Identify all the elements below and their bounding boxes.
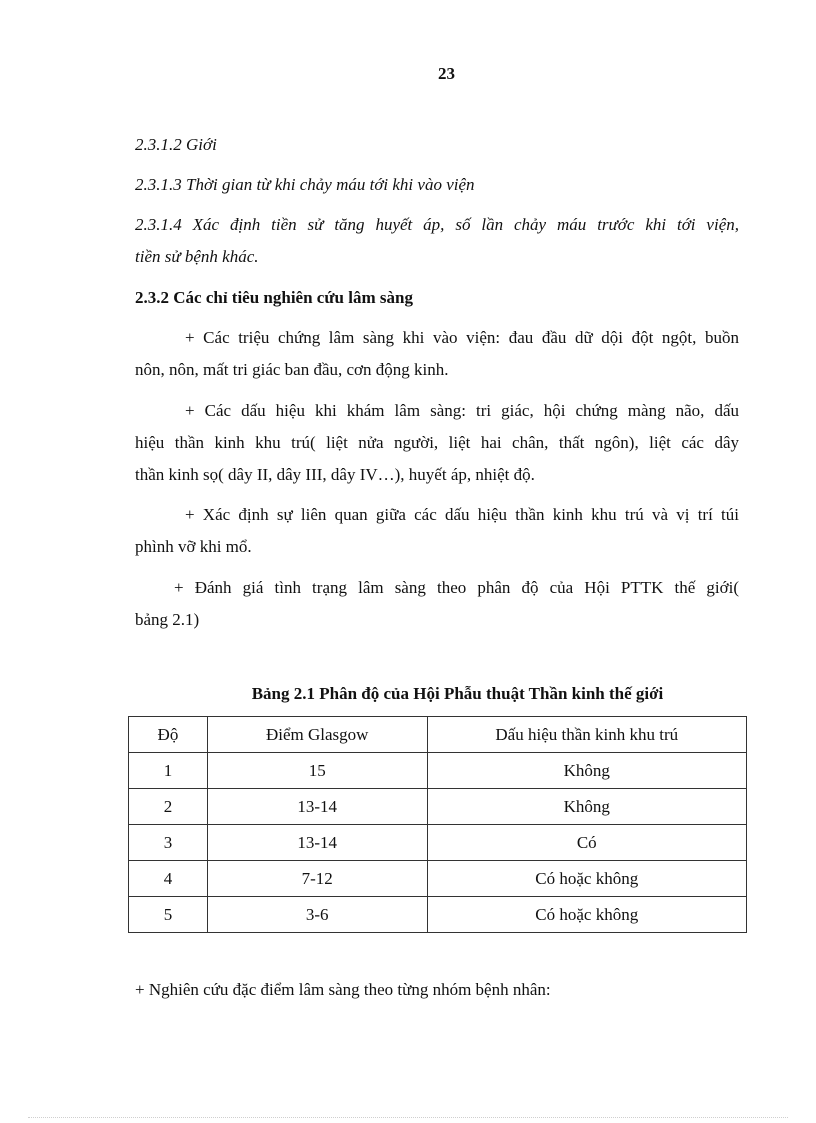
heading-2-3-2: 2.3.2 Các chỉ tiêu nghiên cứu lâm sàng (135, 288, 413, 307)
section-2-3-1-2: 2.3.1.2 Giới (135, 135, 217, 154)
header-grade: Độ (129, 717, 208, 753)
section-2-3-1-4-line1: 2.3.1.4 Xác định tiền sử tăng huyết áp, số lần chảy máu trước khi tới viện, (135, 215, 739, 234)
grading-table (128, 716, 747, 933)
cell-focal-signs: Có hoặc không (427, 861, 746, 897)
paragraph-2-line2: hiệu thần kinh khu trú( liệt nửa người, liệt hai chân, thất ngôn), liệt các dây (135, 433, 739, 452)
page-bottom-rule (28, 1117, 788, 1118)
table-row (129, 825, 747, 861)
table-caption: Bảng 2.1 Phân độ của Hội Phẫu thuật Thần kinh thế giới (251, 684, 664, 703)
cell-focal-signs: Không (427, 789, 746, 825)
cell-grade: 5 (129, 897, 208, 933)
table-row (129, 861, 747, 897)
cell-glasgow: 15 (207, 753, 427, 789)
paragraph-2-line1: + Các dấu hiệu khi khám lâm sàng: tri giác, hội chứng màng não, dấu (185, 401, 739, 420)
table-row (129, 897, 747, 933)
paragraph-1-line1: + Các triệu chứng lâm sàng khi vào viện: đau đầu dữ dội đột ngột, buồn (185, 328, 739, 347)
cell-grade: 4 (129, 861, 208, 897)
section-2-3-1-3: 2.3.1.3 Thời gian từ khi chảy máu tới khi vào viện (135, 175, 475, 194)
paragraph-4-line1: + Đánh giá tình trạng lâm sàng theo phân độ của Hội PTTK thế giới( (174, 578, 739, 597)
paragraph-1-line2: nôn, nôn, mất tri giác ban đầu, cơn động kinh. (135, 360, 449, 379)
cell-grade: 2 (129, 789, 208, 825)
header-glasgow: Điểm Glasgow (207, 717, 427, 753)
paragraph-3-line1: + Xác định sự liên quan giữa các dấu hiệu thần kinh khu trú và vị trí túi (185, 505, 739, 524)
cell-glasgow: 7-12 (207, 861, 427, 897)
cell-grade: 1 (129, 753, 208, 789)
header-focal-signs: Dấu hiệu thần kinh khu trú (427, 717, 746, 753)
cell-focal-signs: Không (427, 753, 746, 789)
cell-focal-signs: Có (427, 825, 746, 861)
page-number: 23 (438, 64, 455, 83)
table-row (129, 753, 747, 789)
table-header-row (129, 717, 747, 753)
table-row (129, 789, 747, 825)
cell-grade: 3 (129, 825, 208, 861)
paragraph-2-line3: thần kinh sọ( dây II, dây III, dây IV…), huyết áp, nhiệt độ. (135, 465, 535, 484)
cell-focal-signs: Có hoặc không (427, 897, 746, 933)
closing-line: + Nghiên cứu đặc điểm lâm sàng theo từng nhóm bệnh nhân: (135, 980, 551, 999)
cell-glasgow: 13-14 (207, 789, 427, 825)
paragraph-3-line2: phình vỡ khi mổ. (135, 537, 252, 556)
section-2-3-1-4-line2: tiền sử bệnh khác. (135, 247, 259, 266)
paragraph-4-line2: bảng 2.1) (135, 610, 200, 629)
cell-glasgow: 13-14 (207, 825, 427, 861)
cell-glasgow: 3-6 (207, 897, 427, 933)
